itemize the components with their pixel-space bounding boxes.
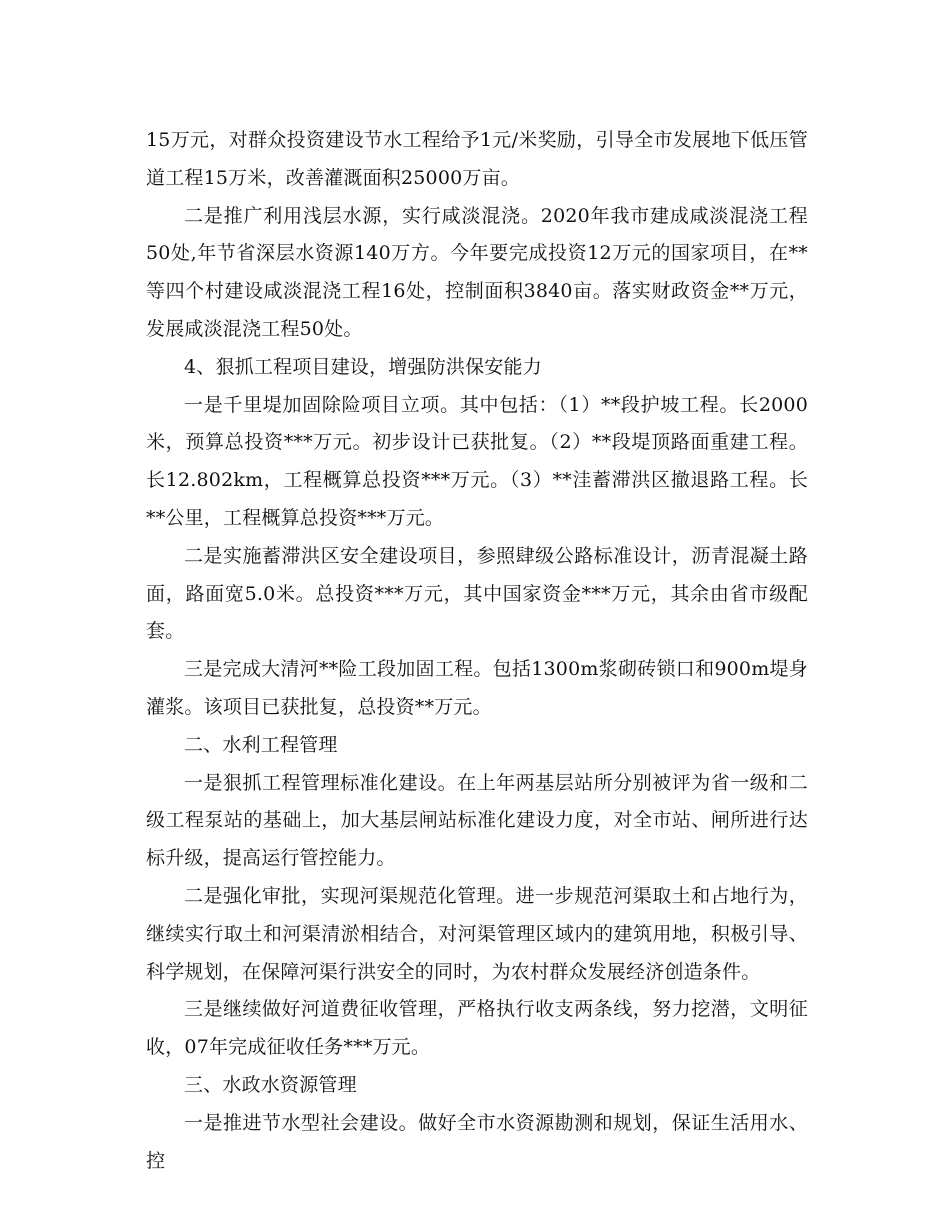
- paragraph-9: 一是推进节水型社会建设。做好全市水资源勘测和规划，保证生活用水、控: [146, 1111, 808, 1172]
- paragraph-8: 三是继续做好河道费征收管理，严格执行收支两条线，努力挖潜，文明征收，07年完成征收任务***万元。: [146, 998, 808, 1059]
- paragraph-2: 二是推广利用浅层水源，实行咸淡混浇。2020年我市建成咸淡混浇工程50处,年节省深层水资源140万方。今年要完成投资12万元的国家项目，在**等四个村建设咸淡混浇工程16处，控制面积3840亩。落实财政资金**万元，发展咸淡混浇工程50处。: [146, 204, 808, 340]
- document-body: [146, 122, 808, 1180]
- section-heading-2: 二、水利工程管理: [184, 733, 338, 756]
- paragraph-7: 二是强化审批，实现河渠规范化管理。进一步规范河渠取土和占地行为，继续实行取土和河渠清淤相结合，对河渠管理区域内的建筑用地，积极引导、科学规划，在保障河渠行洪安全的同时，为农村群众发展经济创造条件。: [146, 884, 808, 983]
- paragraph-4: 二是实施蓄滞洪区安全建设项目，参照肆级公路标准设计，沥青混凝土路面，路面宽5.0米。总投资***万元，其中国家资金***万元，其余由省市级配套。: [146, 544, 808, 643]
- paragraph-1: 15万元，对群众投资建设节水工程给予1元/米奖励，引导全市发展地下低压管道工程15万米，改善灌溉面积25000万亩。: [146, 129, 808, 189]
- paragraph-6: 一是狠抓工程管理标准化建设。在上年两基层站所分别被评为省一级和二级工程泵站的基础上，加大基层闸站标准化建设力度，对全市站、闸所进行达标升级，提高运行管控能力。: [146, 771, 808, 870]
- section-heading-3: 三、水政水资源管理: [184, 1073, 357, 1096]
- paragraph-5: 三是完成大清河**险工段加固工程。包括1300m浆砌砖锁口和900m堤身灌浆。该项目已获批复，总投资**万元。: [146, 658, 808, 718]
- section-heading-4: 4、狠抓工程项目建设，增强防洪保安能力: [184, 355, 542, 378]
- paragraph-3: 一是千里堤加固除险项目立项。其中包括：（1）**段护坡工程。长2000米，预算总投资***万元。初步设计已获批复。（2）**段堤顶路面重建工程。长12.802km，工程概算总投资***万元。（3）**洼蓄滞洪区撤退路工程。长**公里，工程概算总投资***万元。: [146, 393, 808, 529]
